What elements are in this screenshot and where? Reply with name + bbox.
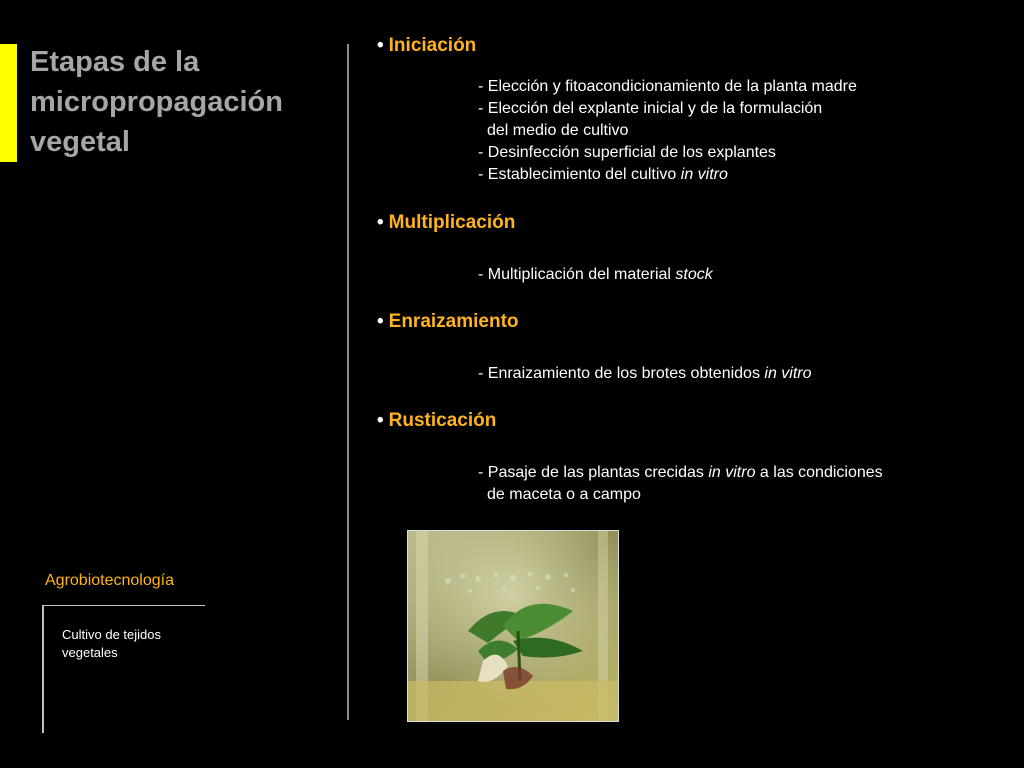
- slide-title-line-1: Etapas de la: [30, 46, 200, 78]
- stage-rusticacion: [377, 409, 496, 433]
- footer-brand: Agrobiotecnología: [45, 572, 174, 589]
- stage-heading: [377, 211, 515, 235]
- stage-details-rusticacion: [478, 462, 883, 506]
- stage-details-iniciacion: [478, 76, 857, 186]
- footer-frame-line: [42, 605, 44, 733]
- detail-line: - Desinfección superficial de los explantes: [478, 144, 776, 161]
- plantlet-culture-illustration: [408, 531, 618, 721]
- detail-line: del medio de cultivo: [487, 122, 629, 139]
- slide-title-line-3: vegetal: [30, 126, 130, 158]
- stage-heading-label: Multiplicación: [388, 212, 516, 233]
- stage-heading-label: Rusticación: [388, 410, 497, 431]
- detail-text: - Enraizamiento de los brotes obtenidos: [478, 365, 765, 382]
- detail-line: - Elección y fitoacondicionamiento de la planta madre: [478, 78, 857, 95]
- stage-heading: [377, 34, 476, 58]
- detail-text: - Establecimiento del cultivo: [478, 166, 681, 183]
- stage-heading: [377, 310, 519, 334]
- detail-line: [478, 164, 857, 186]
- stage-heading-label: Iniciación: [388, 35, 477, 56]
- stage-details-enraizamiento: [478, 363, 812, 385]
- detail-emphasis: in vitro: [708, 464, 756, 481]
- stage-iniciacion: [377, 34, 476, 58]
- detail-emphasis: stock: [675, 266, 713, 283]
- bullet-icon: •: [377, 212, 384, 233]
- footer-subtitle-line-2: vegetales: [62, 645, 118, 660]
- slide-title-line-2: micropropagación: [30, 86, 283, 118]
- bullet-icon: •: [377, 35, 384, 56]
- detail-line: de maceta o a campo: [487, 486, 641, 503]
- stage-heading-label: Enraizamiento: [388, 311, 519, 332]
- slide-title: [30, 42, 340, 162]
- stage-details-multiplicacion: [478, 264, 713, 286]
- footer-subtitle: [62, 626, 202, 662]
- detail-line: [478, 363, 812, 385]
- detail-line: [478, 462, 883, 484]
- detail-emphasis: in vitro: [764, 365, 812, 382]
- vertical-divider: [347, 44, 349, 720]
- detail-text: - Multiplicación del material: [478, 266, 676, 283]
- detail-emphasis: in vitro: [680, 166, 728, 183]
- plantlet-culture-photo: [407, 530, 619, 722]
- bullet-icon: •: [377, 311, 384, 332]
- stage-enraizamiento: [377, 310, 519, 334]
- detail-line: - Elección del explante inicial y de la formulación: [478, 100, 823, 117]
- detail-text: a las condiciones: [755, 464, 883, 481]
- footer-subtitle-line-1: Cultivo de tejidos: [62, 627, 161, 642]
- title-accent-bar: [0, 44, 17, 162]
- detail-text: - Pasaje de las plantas crecidas: [478, 464, 709, 481]
- stage-heading: [377, 409, 496, 433]
- detail-line: [478, 264, 713, 286]
- footer-frame-line: [43, 605, 205, 606]
- stage-multiplicacion: [377, 211, 515, 235]
- bullet-icon: •: [377, 410, 384, 431]
